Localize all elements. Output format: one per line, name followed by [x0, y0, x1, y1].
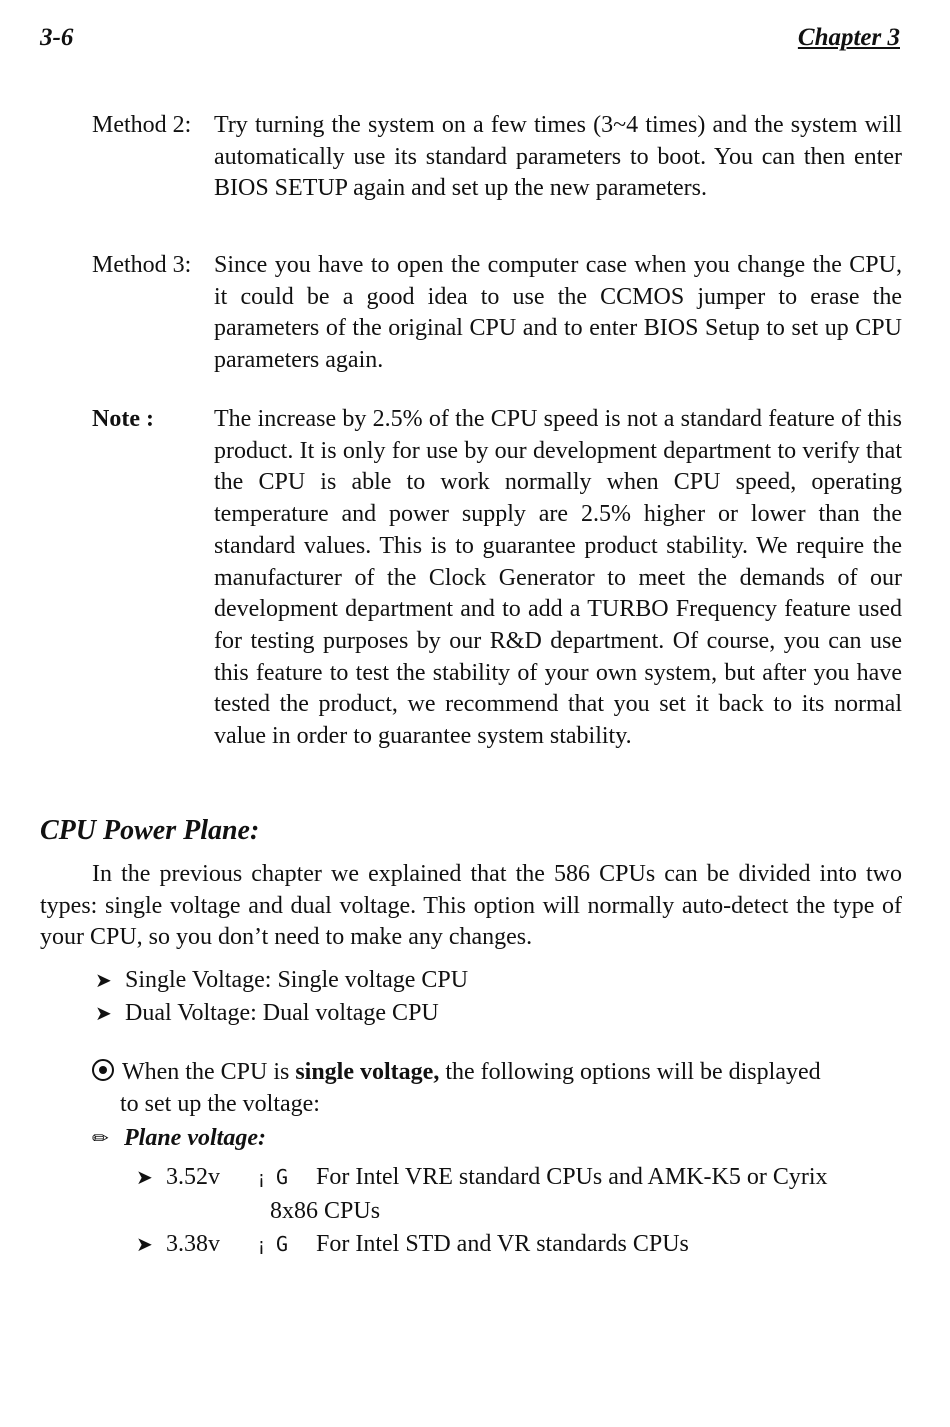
note-label: Note :	[92, 406, 154, 432]
method-3-text: Since you have to open the computer case when you change the CPU, it could be a good idea to use the CCMOS jumper to erase the parameters of the original CPU and to enter BIOS Setup to set up CPU parameters again.	[214, 252, 902, 374]
list-item: ➤ Dual Voltage: Dual voltage CPU	[95, 998, 468, 1031]
arrow-bullet-icon: ➤	[95, 970, 112, 992]
method-2-label: Method 2:	[92, 112, 192, 138]
plane-voltage-heading: ✏ Plane voltage:	[92, 1125, 266, 1151]
chapter-title: Chapter 3	[797, 24, 900, 51]
method-3-label: Method 3:	[92, 252, 192, 278]
section-title: CPU Power Plane:	[40, 815, 260, 846]
method-3	[92, 250, 902, 377]
note-block	[92, 404, 902, 753]
arrow-bullet-icon: ➤	[136, 1167, 153, 1189]
note-text: The increase by 2.5% of the CPU speed is not a standard feature of this product. It is only for use by our development department to verify that the CPU is able to work normally when CPU speed, operating temperature and power supply are 2.5% higher or lower than the standard values. This is to guarantee product stability. We require the manufacturer of the Clock Generator to meet the demands of our development department and to add a TURBO Frequency feature used for testing purposes by our R&D department. Of course, you can use this feature to test the stability of your own system, but after you have tested the product, we recommend that you set it back to its normal value in order to guarantee system stability.	[214, 406, 902, 750]
method-2-text: Try turning the system on a few times (3~4 times) and the system will automatically use its standard parameters to boot. You can then enter BIOS SETUP again and set up the new parameters.	[214, 112, 902, 202]
voltage-type-list	[95, 965, 468, 1030]
pencil-icon: ✏	[92, 1128, 109, 1150]
section-intro: In the previous chapter we explained that the 586 CPUs can be divided into two types: single voltage and dual voltage. This option will normally auto-detect the type of your CPU, so you don’t need to make any changes.	[40, 861, 902, 951]
list-item: ➤ Single Voltage: Single voltage CPU	[95, 965, 468, 998]
arrow-bullet-icon: ➤	[95, 1002, 112, 1025]
voltage-option: ➤ 3.38v ¡ G For Intel STD and VR standards CPUs	[136, 1228, 689, 1262]
circle-dot-icon	[92, 1059, 114, 1081]
method-2	[92, 110, 902, 205]
voltage-option: ➤ 3.52v ¡ G For Intel VRE standard CPUs and AMK-K5 or Cyrix 8x86 CPUs	[136, 1164, 828, 1224]
arrow-bullet-icon: ➤	[136, 1234, 153, 1256]
page-number: 3-6	[40, 24, 74, 51]
single-voltage-note: When the CPU is single voltage, the following options will be displayed to set up the voltage:	[92, 1056, 902, 1120]
